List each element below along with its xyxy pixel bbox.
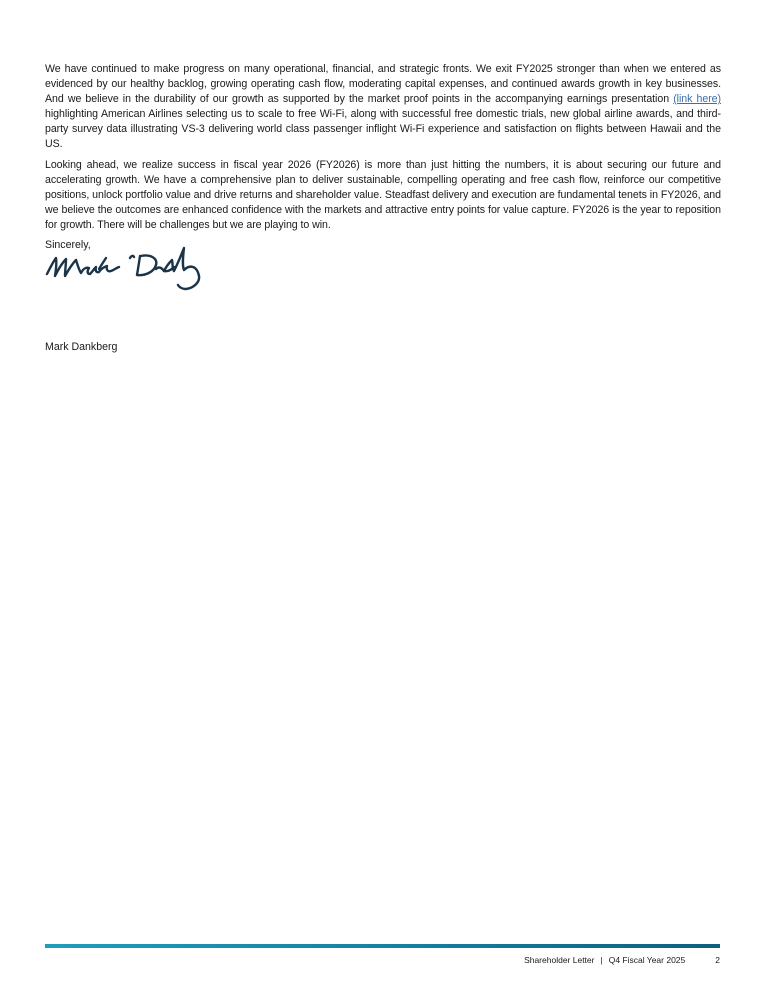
paragraph-progress	[45, 62, 721, 152]
paragraph-looking-ahead: Looking ahead, we realize success in fiscal year 2026 (FY2026) is more than just hitting the numbers, it is about securing our future and accelerating growth. We have a comprehensive plan to deliver sustainable, compelling operating and free cash flow, reinforce our competitive positions, unlock portfolio value and drive returns and shareholder value. Steadfast delivery and execution are fundamental tenets in FY2026, and we believe the outcomes are enhanced confidence with the markets and attractive entry points for value capture. FY2026 is the year to reposition for growth. There will be challenges but we are playing to win.	[45, 159, 721, 231]
paragraph-progress-text-1: We have continued to make progress on many operational, financial, and strategic fronts. We exit FY2025 stronger than when we entered as evidenced by our healthy backlog, growing operating cash flow, moderating capital expenses, and continued awards growth in key businesses. And we believe in the durability of our growth as supported by the market proof points in the accompanying earnings presentation	[45, 63, 721, 105]
paragraph-progress-text-2: highlighting American Airlines selecting us to scale to free Wi-Fi, along with successful free domestic trials, new global airline awards, and third-party survey data illustrating VS-3 delivering world class passenger inflight Wi-Fi experience and satisfaction on flights between Hawaii and the US.	[45, 108, 721, 150]
footer-period: Q4 Fiscal Year 2025	[608, 955, 686, 965]
page-footer	[524, 955, 720, 966]
footer-separator: |	[600, 955, 603, 965]
footer-document-title: Shareholder Letter	[524, 955, 595, 965]
closing-salutation: Sincerely,	[45, 239, 91, 251]
earnings-presentation-link[interactable]: (link here)	[673, 93, 721, 105]
signer-name: Mark Dankberg	[45, 341, 118, 353]
page-number: 2	[715, 955, 720, 965]
letter-body	[45, 62, 721, 239]
footer-rule	[45, 944, 720, 948]
signature-image	[44, 236, 204, 296]
